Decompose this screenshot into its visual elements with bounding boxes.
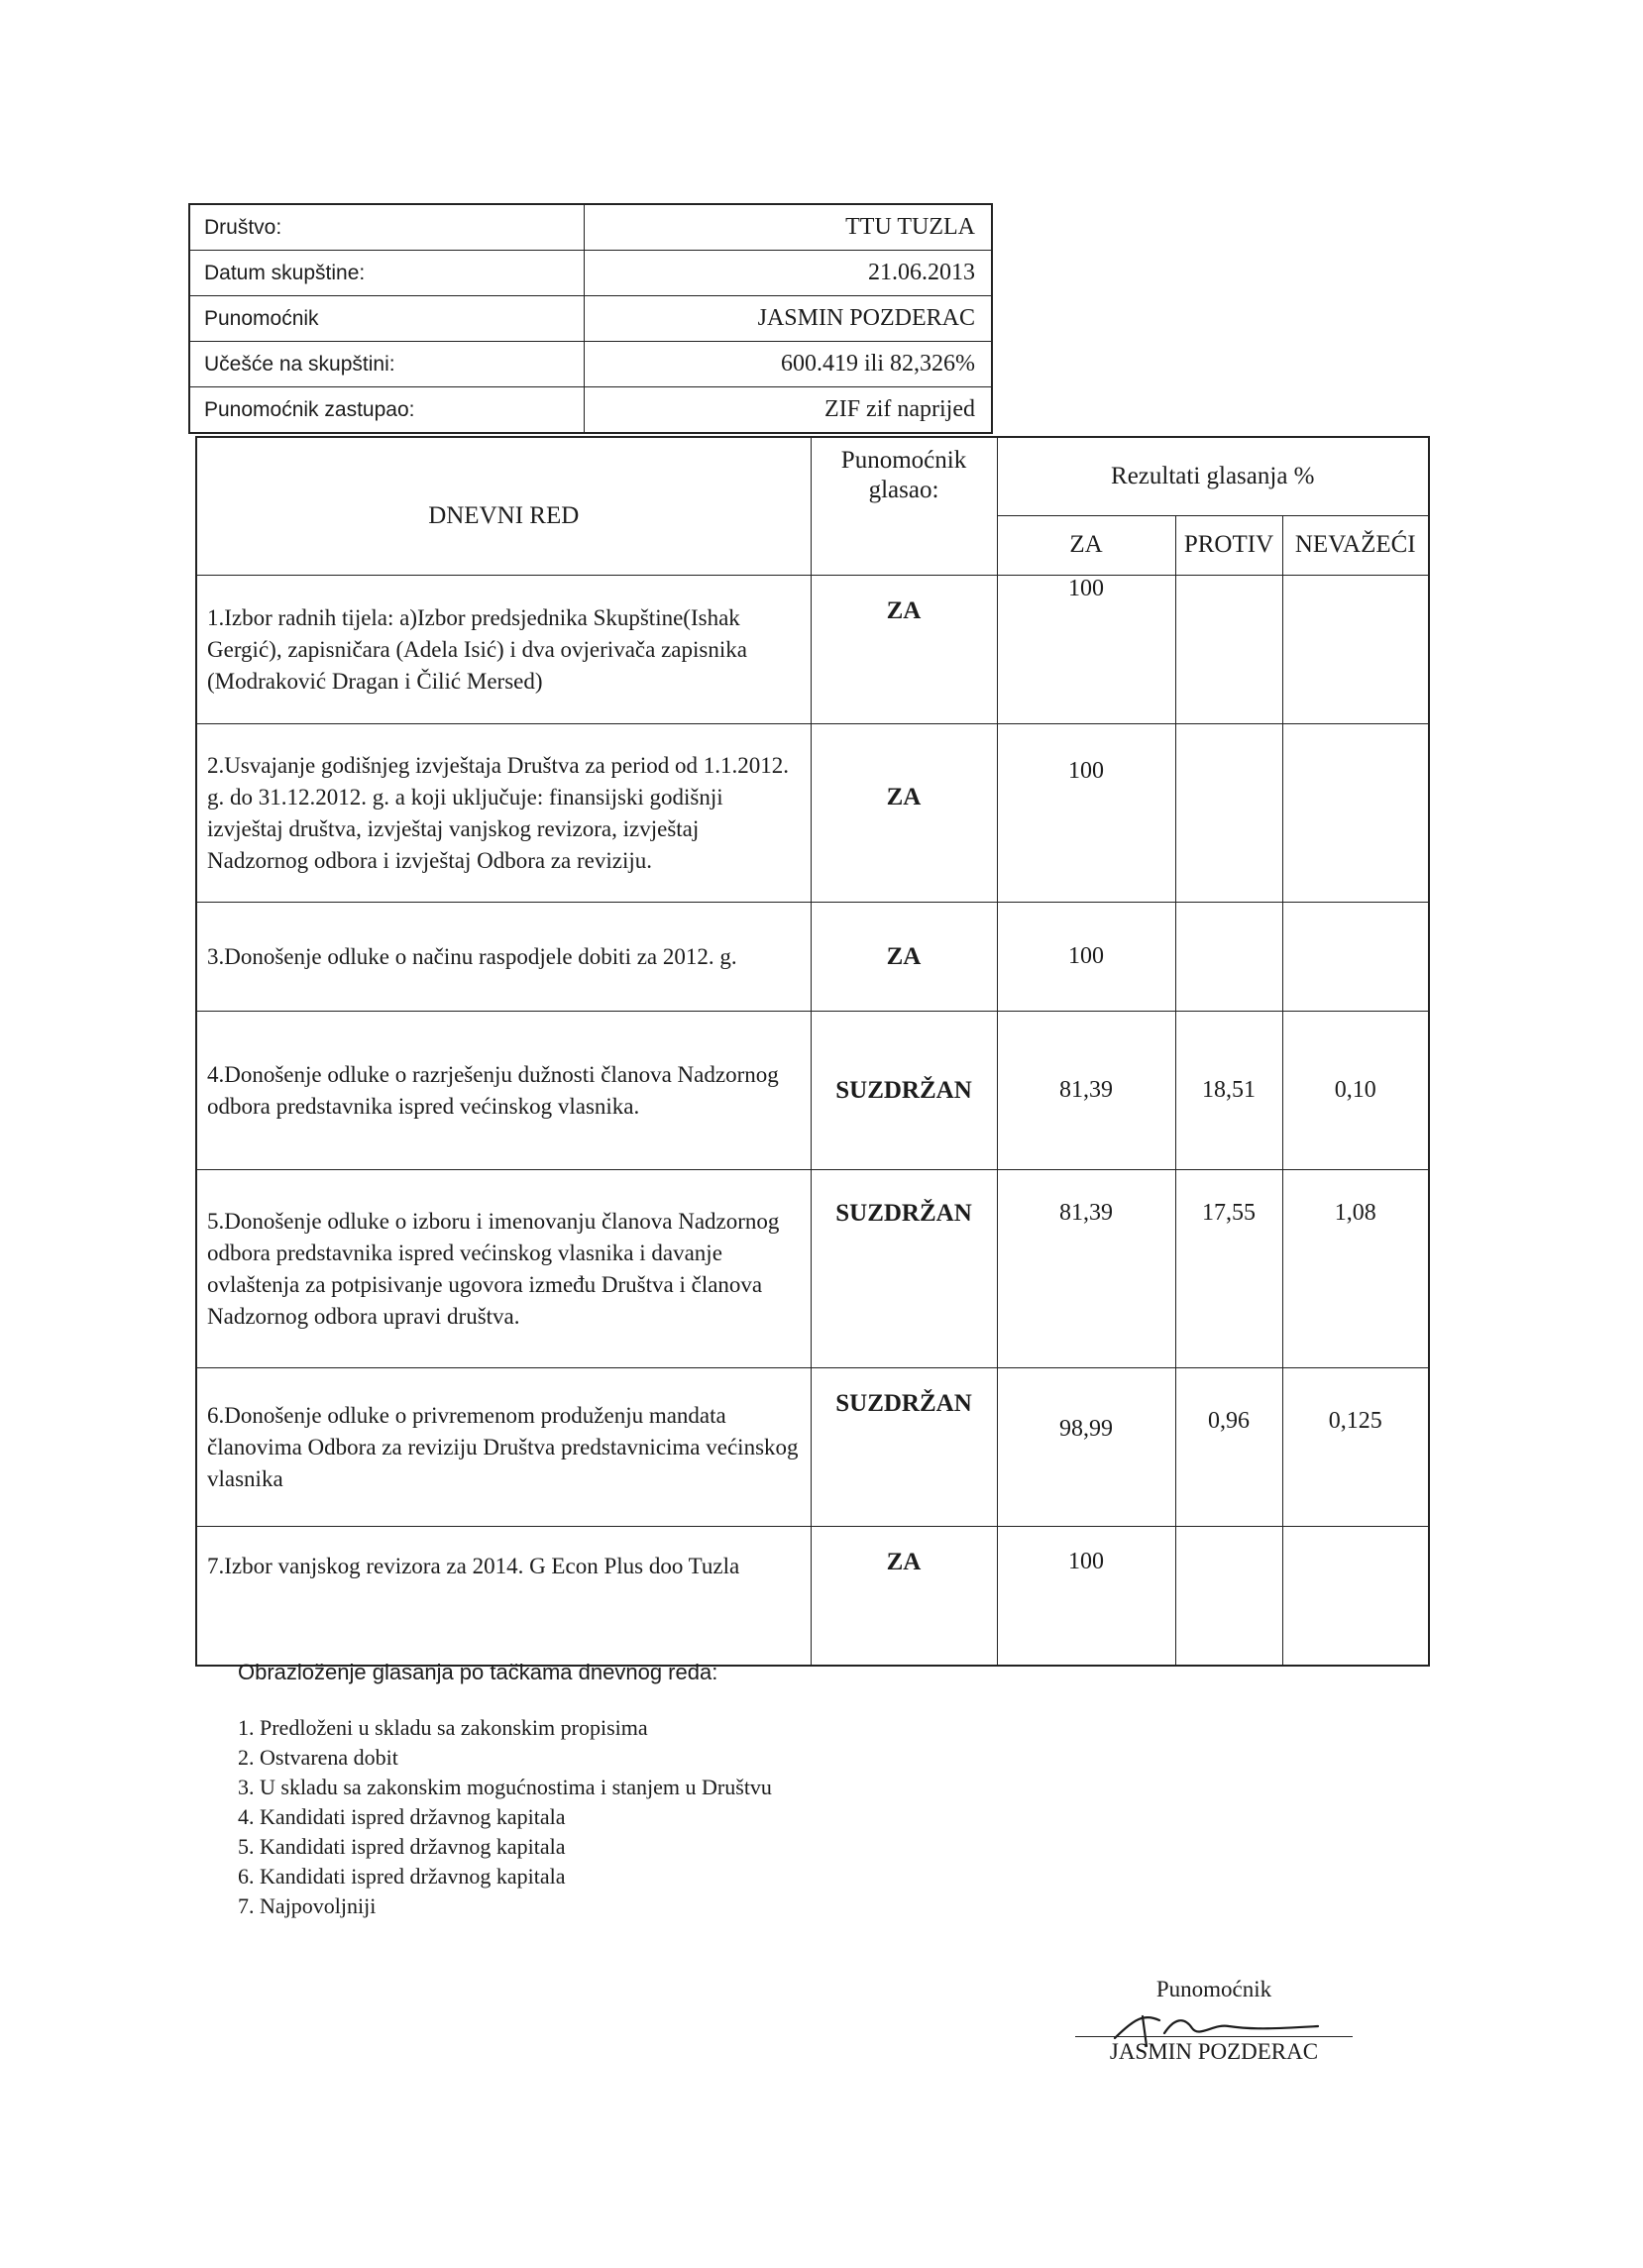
result-za: 98,99 <box>997 1368 1175 1527</box>
result-protiv <box>1175 1527 1282 1666</box>
column-header-nevazeci: NEVAŽEĆI <box>1282 515 1429 575</box>
result-nevazeci <box>1282 724 1429 903</box>
result-nevazeci <box>1282 903 1429 1012</box>
table-row <box>196 1527 1429 1666</box>
result-nevazeci: 0,10 <box>1282 1012 1429 1170</box>
info-label: Učešće na skupštini: <box>189 342 585 387</box>
signature-block <box>1075 1977 1353 2064</box>
info-value: 600.419 ili 82,326% <box>585 342 993 387</box>
result-za: 100 <box>997 1527 1175 1666</box>
result-za: 100 <box>997 576 1175 724</box>
proxy-vote: ZA <box>811 1527 997 1666</box>
result-nevazeci <box>1282 1527 1429 1666</box>
result-nevazeci: 1,08 <box>1282 1170 1429 1368</box>
column-header-agenda: DNEVNI RED <box>196 437 811 576</box>
list-item: 1. Predloženi u skladu sa zakonskim propisima <box>238 1715 648 1740</box>
list-item: 5. Kandidati ispred državnog kapitala <box>238 1834 566 1859</box>
proxy-vote: SUZDRŽAN <box>811 1368 997 1527</box>
info-label: Punomoćnik <box>189 296 585 342</box>
signature-label: Punomoćnik <box>1155 1977 1272 2001</box>
voting-table <box>195 436 1430 1667</box>
info-row-datum <box>189 251 992 296</box>
list-item: 6. Kandidati ispred državnog kapitala <box>238 1864 566 1889</box>
table-row <box>196 1170 1429 1368</box>
info-row-drustvo <box>189 204 992 251</box>
info-label: Punomoćnik zastupao: <box>189 387 585 434</box>
column-header-proxy: Punomoćnik glasao: <box>811 437 997 576</box>
info-value: JASMIN POZDERAC <box>585 296 993 342</box>
header-info-table <box>188 203 993 434</box>
agenda-item: 7.Izbor vanjskog revizora za 2014. G Econ Plus doo Tuzla <box>196 1527 811 1666</box>
proxy-vote: SUZDRŽAN <box>811 1170 997 1368</box>
result-nevazeci <box>1282 576 1429 724</box>
column-header-protiv: PROTIV <box>1175 515 1282 575</box>
info-row-ucesce <box>189 342 992 387</box>
explanation-list <box>238 1713 772 1921</box>
info-value: TTU TUZLA <box>585 204 993 251</box>
info-row-punomocnik <box>189 296 992 342</box>
list-item: 3. U skladu sa zakonskim mogućnostima i stanjem u Društvu <box>238 1775 772 1799</box>
info-row-zastupao <box>189 387 992 434</box>
result-protiv <box>1175 724 1282 903</box>
info-value: ZIF zif naprijed <box>585 387 993 434</box>
result-protiv <box>1175 903 1282 1012</box>
agenda-item: 4.Donošenje odluke o razrješenju dužnosti članova Nadzornog odbora predstavnika ispred većinskog vlasnika. <box>196 1012 811 1170</box>
table-row <box>196 576 1429 724</box>
agenda-item: 5.Donošenje odluke o izboru i imenovanju članova Nadzornog odbora predstavnika ispred većinskog vlasnika i davanje ovlaštenja za potpisivanje ugovora između Društva i članova Nadzornog odbora upravi društva. <box>196 1170 811 1368</box>
result-protiv: 17,55 <box>1175 1170 1282 1368</box>
proxy-vote: ZA <box>811 576 997 724</box>
list-item: 7. Najpovoljniji <box>238 1893 377 1918</box>
table-header-row <box>196 437 1429 515</box>
column-header-results: Rezultati glasanja % <box>997 437 1429 515</box>
proxy-vote: ZA <box>811 724 997 903</box>
result-protiv: 18,51 <box>1175 1012 1282 1170</box>
proxy-vote: ZA <box>811 903 997 1012</box>
info-label: Društvo: <box>189 204 585 251</box>
agenda-item: 3.Donošenje odluke o načinu raspodjele dobiti za 2012. g. <box>196 903 811 1012</box>
table-row <box>196 903 1429 1012</box>
table-row <box>196 724 1429 903</box>
result-za: 100 <box>997 903 1175 1012</box>
result-za: 81,39 <box>997 1012 1175 1170</box>
agenda-item: 6.Donošenje odluke o privremenom produženju mandata članovima Odbora za reviziju Društva predstavnicima većinskog vlasnika <box>196 1368 811 1527</box>
result-nevazeci: 0,125 <box>1282 1368 1429 1527</box>
info-label: Datum skupštine: <box>189 251 585 296</box>
explanation-title: Obrazloženje glasanja po tačkama dnevnog reda: <box>238 1660 718 1684</box>
list-item: 4. Kandidati ispred državnog kapitala <box>238 1804 566 1829</box>
list-item: 2. Ostvarena dobit <box>238 1745 398 1770</box>
signature-name: JASMIN POZDERAC <box>1075 2036 1353 2065</box>
agenda-item: 2.Usvajanje godišnjeg izvještaja Društva za period od 1.1.2012. g. do 31.12.2012. g. a koji uključuje: finansijski godišnji izvještaj društva, izvještaj vanjskog revizora, izvještaj Nadzornog odbora i izvještaj Odbora za reviziju. <box>196 724 811 903</box>
result-protiv <box>1175 576 1282 724</box>
proxy-vote: SUZDRŽAN <box>811 1012 997 1170</box>
result-protiv: 0,96 <box>1175 1368 1282 1527</box>
result-za: 81,39 <box>997 1170 1175 1368</box>
result-za: 100 <box>997 724 1175 903</box>
info-value: 21.06.2013 <box>585 251 993 296</box>
agenda-item: 1.Izbor radnih tijela: a)Izbor predsjednika Skupštine(Ishak Gergić), zapisničara (Adela Isić) i dva ovjerivača zapisnika (Modraković Dragan i Čilić Mersed) <box>196 576 811 724</box>
table-row <box>196 1368 1429 1527</box>
column-header-za: ZA <box>997 515 1175 575</box>
table-row <box>196 1012 1429 1170</box>
explanation-section <box>238 1660 772 1921</box>
